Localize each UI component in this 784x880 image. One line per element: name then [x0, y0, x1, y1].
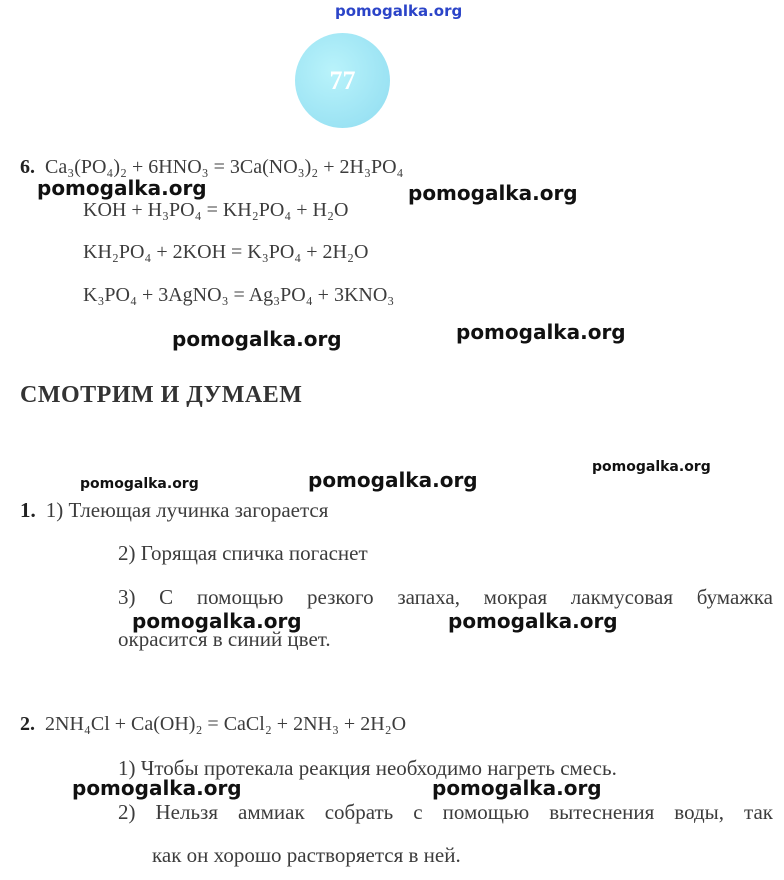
watermark: pomogalka.org: [335, 2, 463, 20]
watermark: pomogalka.org: [132, 609, 302, 633]
q2-number: 2.: [20, 713, 35, 735]
q1-item1: 1) Тлеющая лучинка загорается: [45, 498, 329, 522]
q1-item2: 2) Горящая спичка погаснет: [118, 541, 368, 565]
watermark: pomogalka.org: [456, 320, 626, 344]
watermark: pomogalka.org: [408, 181, 578, 205]
q2-equation: 2NH₄Cl + Ca(OH)₂ = CaCl₂ + 2NH₃ + 2H₂O: [45, 713, 407, 735]
q2-item2-line2: как он хорошо растворяется в ней.: [152, 843, 461, 867]
watermark: pomogalka.org: [72, 776, 242, 800]
watermark: pomogalka.org: [172, 327, 342, 351]
task6-eq2: KOH + H₃PO₄ = KH₂PO₄ + H₂O: [83, 199, 349, 221]
page-number: 77: [329, 65, 356, 95]
task6-eq1: Ca₃(PO₄)₂ + 6HNO₃ = 3Ca(NO₃)₂ + 2H₃PO₄: [45, 156, 404, 178]
page-number-badge: [295, 33, 390, 128]
task6-eq4: K₃PO₄ + 3AgNO₃ = Ag₃PO₄ + 3KNO₃: [83, 284, 395, 306]
q2-item2-line1: 2) Нельзя аммиак собрать с помощью вытеснения воды, так: [118, 800, 773, 824]
q1-item3-line1: 3) С помощью резкого запаха, мокрая лакмусовая бумажка: [118, 585, 773, 609]
watermark: pomogalka.org: [308, 468, 478, 492]
watermark: pomogalka.org: [37, 176, 207, 200]
q2-equation-line: [20, 713, 406, 736]
watermark: pomogalka.org: [80, 476, 199, 492]
section-title: СМОТРИМ И ДУМАЕМ: [20, 382, 303, 408]
q1-number: 1.: [20, 498, 36, 522]
watermark: pomogalka.org: [432, 776, 602, 800]
q2-item1: 1) Чтобы протекала реакция необходимо нагреть смесь.: [118, 756, 617, 780]
q1-item1-line: [20, 498, 328, 523]
watermark: pomogalka.org: [448, 609, 618, 633]
watermark: pomogalka.org: [592, 459, 711, 475]
task6-eq3: KH₂PO₄ + 2KOH = K₃PO₄ + 2H₂O: [83, 241, 369, 263]
task6-number: 6.: [20, 156, 35, 178]
q1-item3-line2: окрасится в синий цвет.: [118, 627, 331, 651]
